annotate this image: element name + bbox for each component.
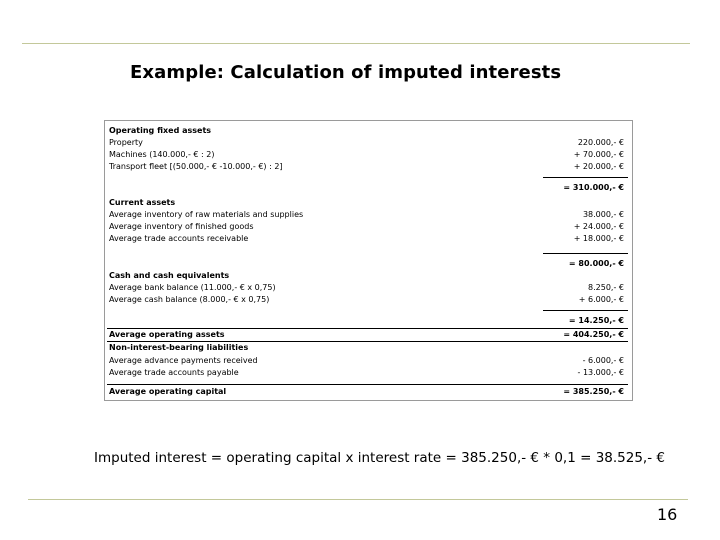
page-number: 16 [657,505,678,524]
table-row: Average inventory of raw materials and supplies 38.000,- € [109,210,624,219]
subtotal-cash: = 14.250,- € [568,316,624,325]
section-heading-fixed-assets: Operating fixed assets [109,126,212,135]
calculation-table [104,120,633,401]
top-rule [22,43,690,44]
section-heading-current-assets: Current assets [109,198,176,207]
average-operating-capital: Average operating capital = 385.250,- € [109,387,624,396]
subtotal-rule [543,253,628,254]
subtotal-fixed-assets: = 310.000,- € [563,183,624,192]
table-row: Average bank balance (11.000,- € x 0,75) 8.250,- € [109,283,624,292]
imputed-interest-formula: Imputed interest = operating capital x interest rate = 385.250,- € * 0,1 = 38.525,- € [94,450,665,466]
section-heading-cash: Cash and cash equivalents [109,271,230,280]
bottom-rule [28,499,688,500]
average-operating-assets: Average operating assets = 404.250,- € [109,330,624,339]
table-row: Average trade accounts receivable + 18.000,- € [109,234,624,243]
section-heading-liabilities: Non-interest-bearing liabilities [109,343,249,352]
table-row: Transport fleet [(50.000,- € -10.000,- €) : 2] + 20.000,- € [109,162,624,171]
subtotal-rule [543,177,628,178]
table-row: Average cash balance (8.000,- € x 0,75) + 6.000,- € [109,295,624,304]
section-rule [107,384,628,385]
table-row: Property 220.000,- € [109,138,624,147]
table-row: Machines (140.000,- € : 2) + 70.000,- € [109,150,624,159]
table-row: Average trade accounts payable - 13.000,- € [109,368,624,377]
table-row: Average advance payments received - 6.000,- € [109,356,624,365]
subtotal-current-assets: = 80.000,- € [568,259,624,268]
page-title: Example: Calculation of imputed interests [130,62,562,83]
table-row: Average inventory of finished goods + 24.000,- € [109,222,624,231]
subtotal-rule [543,310,628,311]
